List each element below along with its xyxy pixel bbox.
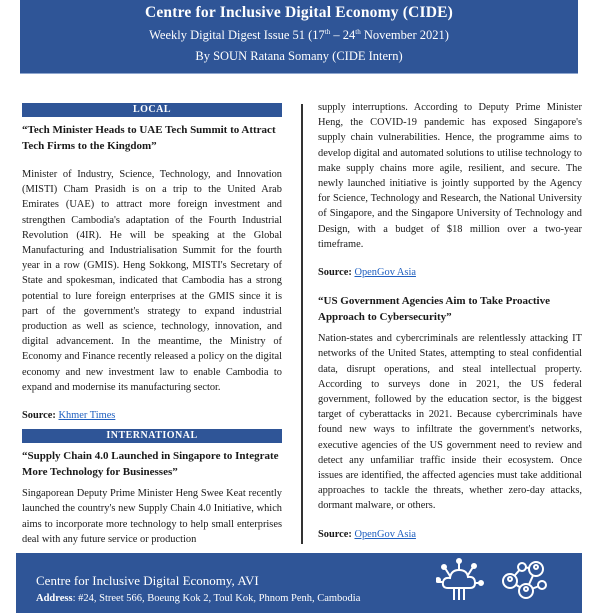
newsletter-footer	[16, 553, 582, 613]
source-link-khmer-times[interactable]: Khmer Times	[58, 410, 116, 422]
article-body: Minister of Industry, Science, Technology, and Innovation (MISTI) Cham Prasidh is on a trip to the United Arab Emirates (UAE) to attract more foreign investment and strengthen Cambodia's adaptation of the Fourth Industrial Revolution (4IR). He will be speaking at the Global Manufacturing and Industrialisation Summit for the fourth year in a row (GMIS). Heng Sokkong, MISTI's Secretary of State and spokesman, indicated that Cambodia has a strong potential to lure foreign enterprises at the GMIS since it is part of the government's strategy to expand industrial production as well as science, technology, innovation, and digital advancement. In the meantime, the Ministry of Economy and Finance recently released a policy on the digital economy and new investment law to enable Cambodia to expand and modernise its manufacturing sector.	[22, 169, 282, 393]
address-label: Address	[36, 593, 73, 604]
issue-prefix: Weekly Digital Digest Issue 51 (17	[149, 28, 325, 43]
footer-org-name: Centre for Inclusive Digital Economy, AVI	[36, 573, 259, 588]
column-divider	[301, 104, 303, 544]
article-headline: “US Government Agencies Aim to Take Proactive Approach to Cybersecurity”	[318, 295, 550, 324]
source-link-opengov-asia[interactable]: OpenGov Asia	[354, 267, 416, 279]
source-label: Source:	[318, 528, 352, 540]
issue-suffix: November 2021)	[360, 28, 449, 43]
address-text: : #24, Street 566, Boeung Kok 2, Toul Kok, Phnom Penh, Cambodia	[72, 593, 361, 604]
newsletter-header	[20, 0, 578, 73]
byline: By SOUN Ratana Somany (CIDE Intern)	[195, 49, 403, 64]
issue-line	[20, 28, 578, 43]
article-source	[318, 527, 582, 542]
source-link-opengov-asia[interactable]: OpenGov Asia	[354, 528, 416, 540]
left-column	[22, 103, 282, 547]
cloud-network-icon	[436, 558, 484, 600]
footer-address	[36, 593, 360, 604]
issue-sup: th	[324, 28, 331, 36]
newsletter-title: Centre for Inclusive Digital Economy (CIDE)	[144, 4, 454, 21]
people-network-icon	[498, 557, 548, 601]
article-headline: “Supply Chain 4.0 Launched in Singapore to Integrate More Technology for Businesses”	[22, 450, 279, 479]
right-column	[318, 100, 582, 542]
article-headline: “Tech Minister Heads to UAE Tech Summit to Attract Tech Firms to the Kingdom”	[22, 124, 276, 152]
issue-mid: – 24	[330, 28, 356, 43]
source-label: Source:	[318, 267, 352, 279]
article-source	[22, 408, 282, 423]
article-body-continued: supply interruptions. According to Deputy Prime Minister Heng, the COVID-19 pandemic has exposed Singapore's supply chain vulnerabilities. Hence, the programme aims to develop digital and automated solutions to utilise technology to make supply chains more agile, resilient, and secure. The newly launched initiative is jointly supported by the Agency for Science, Technology and Research, the National University of Singapore, and the Singapore University of Technology and Design, with a budget of $18 million over a two-year timeframe.	[318, 102, 582, 250]
source-label: Source:	[22, 410, 56, 422]
section-bar-international: INTERNATIONAL	[22, 429, 282, 443]
section-bar-local: LOCAL	[22, 103, 282, 117]
issue-sup: th	[355, 28, 361, 36]
article-source	[318, 265, 582, 280]
article-body: Singaporean Deputy Prime Minister Heng Swee Keat recently launched the country's new Supply Chain 4.0 Initiative, which aims to incorporate more technology to help small enterprises deal with any future service or production	[22, 488, 282, 545]
article-body: Nation-states and cybercriminals are relentlessly attacking IT networks of the United States, attempting to steal confidential data, disrupt operations, and steal intellectual property. According to surveys done in 2021, the US federal government, followed by the education sector, is the biggest target of cyberattacks in 2021. Because cybercriminals have found new ways to infiltrate the government's networks, executive agencies of the US government need to review and detect any unfamiliar traffic inside their ecosystem. Once issues are identified, the affected agencies must take additional approaches to tackle the threats, whether zero-day attacks, dormant malware, or others.	[318, 333, 582, 512]
